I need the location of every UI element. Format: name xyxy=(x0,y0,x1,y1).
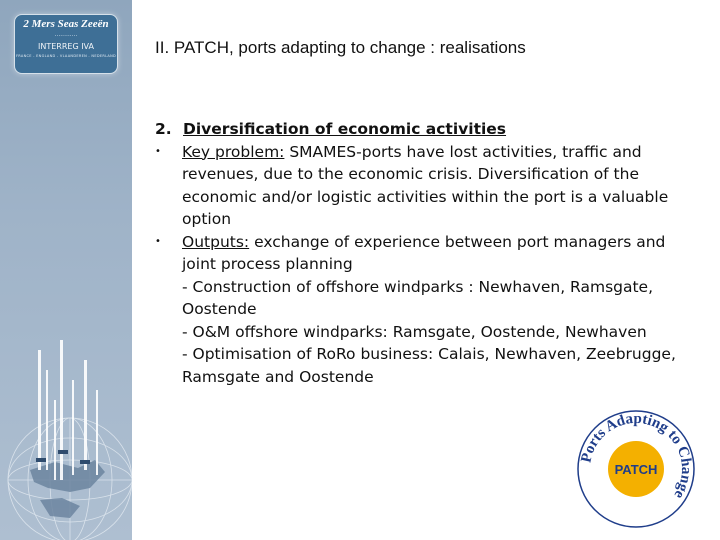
globe-illustration xyxy=(0,330,132,540)
bullet-label: Outputs: xyxy=(182,232,250,251)
bullet-dot: • xyxy=(155,145,161,157)
bullet-label: Key problem: xyxy=(182,142,285,161)
interreg-logo xyxy=(14,14,118,74)
slide-content xyxy=(155,118,700,388)
logo-title: 2 Mers Seas Zeeën xyxy=(23,18,109,30)
page-title: II. PATCH, ports adapting to change : realisations xyxy=(155,38,526,57)
output-item: - Construction of offshore windparks : Newhaven, Ramsgate, Oostende xyxy=(182,277,654,318)
output-item: - Optimisation of RoRo business: Calais, Newhaven, Zeebrugge, Ramsgate and Oostende xyxy=(182,345,676,386)
bullet-outputs xyxy=(155,231,700,389)
logo-subtitle: ............ xyxy=(54,31,78,38)
section-heading-text: Diversification of economic activities xyxy=(183,120,507,138)
logo-ring-text: Ports Adapting to Change xyxy=(578,410,695,502)
section-heading xyxy=(155,118,700,141)
sidebar xyxy=(0,0,132,540)
bullet-dot: • xyxy=(155,235,161,247)
patch-logo xyxy=(575,408,697,530)
logo-center-text: PATCH xyxy=(614,462,658,477)
section-number: 2. xyxy=(155,120,172,138)
bullet-key-problem xyxy=(155,141,700,231)
bullet-text: exchange of experience between port managers and joint process planning xyxy=(182,232,666,273)
bullet-text: SMAMES-ports have lost activities, traffic and revenues, due to the economic crisis. Diversification of the economic and/or logistic activities within the port is a valuable option xyxy=(182,142,669,228)
logo-footer: FRANCE - ENGLAND - VLAANDEREN - NEDERLAND xyxy=(15,54,117,58)
output-item: - O&M offshore windparks: Ramsgate, Oostende, Newhaven xyxy=(182,322,647,341)
logo-programme: INTERREG IVA xyxy=(38,42,94,51)
